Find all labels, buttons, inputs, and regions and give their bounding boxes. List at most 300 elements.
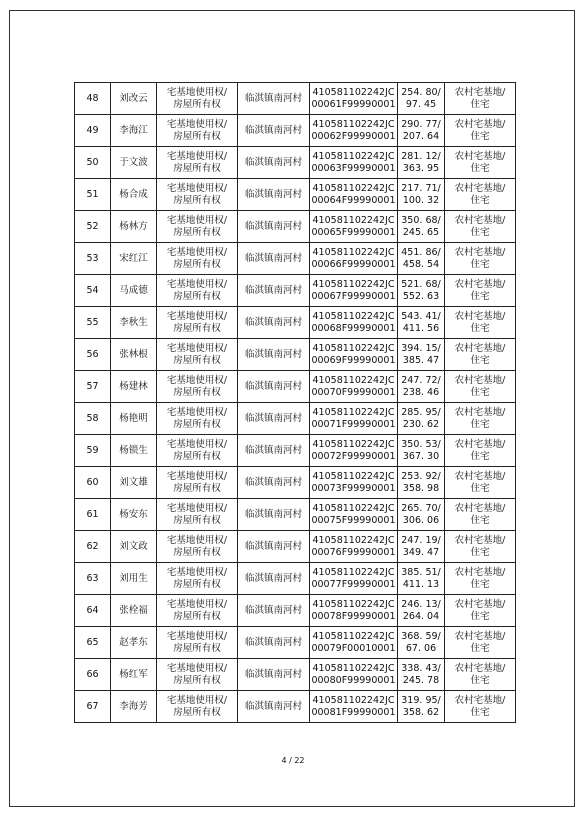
table-row [75,691,516,723]
record-number: 59 [75,435,111,467]
unit-code-line-1: 410581102242JC [312,342,395,354]
right-type [157,467,238,499]
land-use-line-1: 农村宅基地/ [454,534,506,546]
location: 临淇镇南河村 [238,83,310,115]
land-use-line-2: 住宅 [470,226,490,238]
area-line-2: 245. 65 [402,226,440,238]
right-type-line-2: 房屋所有权 [173,706,221,718]
right-type-line-1: 宅基地使用权/ [166,534,228,546]
land-use-line-2: 住宅 [470,130,490,142]
land-use [445,435,516,467]
unit-code-line-2: 00063F99990001 [311,162,396,174]
land-use [445,275,516,307]
location: 临淇镇南河村 [238,371,310,403]
area [398,115,445,147]
owner-name: 张栓福 [111,595,157,627]
area [398,83,445,115]
owner-name: 刘文雄 [111,467,157,499]
location: 临淇镇南河村 [238,659,310,691]
right-type-line-1: 宅基地使用权/ [166,86,228,98]
owner-name: 赵孝东 [111,627,157,659]
area-line-1: 338. 43/ [401,662,441,674]
unit-code [310,371,398,403]
owner-name: 杨安东 [111,499,157,531]
area-line-1: 350. 53/ [401,438,441,450]
unit-code [310,211,398,243]
right-type-line-2: 房屋所有权 [173,130,221,142]
area-line-1: 368. 59/ [401,630,441,642]
table-row [75,115,516,147]
area-line-2: 411. 13 [402,578,440,590]
right-type-line-2: 房屋所有权 [173,514,221,526]
land-use-line-2: 住宅 [470,450,490,462]
right-type-line-1: 宅基地使用权/ [166,598,228,610]
land-use-line-2: 住宅 [470,578,490,590]
unit-code-line-1: 410581102242JC [312,502,395,514]
right-type [157,147,238,179]
record-number: 66 [75,659,111,691]
area-line-2: 306. 06 [402,514,440,526]
table-row [75,243,516,275]
area-line-1: 247. 72/ [401,374,441,386]
unit-code-line-2: 00072F99990001 [311,450,396,462]
owner-name: 杨艳明 [111,403,157,435]
table-row [75,435,516,467]
unit-code-line-1: 410581102242JC [312,150,395,162]
unit-code [310,499,398,531]
area [398,691,445,723]
land-use [445,243,516,275]
location: 临淇镇南河村 [238,403,310,435]
land-use-line-1: 农村宅基地/ [454,694,506,706]
land-use-line-1: 农村宅基地/ [454,566,506,578]
owner-name: 李海芳 [111,691,157,723]
right-type [157,179,238,211]
right-type-line-1: 宅基地使用权/ [166,214,228,226]
location: 临淇镇南河村 [238,467,310,499]
owner-name: 于文波 [111,147,157,179]
unit-code-line-1: 410581102242JC [312,278,395,290]
land-use-line-1: 农村宅基地/ [454,118,506,130]
land-use [445,467,516,499]
right-type-line-1: 宅基地使用权/ [166,118,228,130]
owner-name: 杨锁生 [111,435,157,467]
unit-code [310,243,398,275]
land-use-line-2: 住宅 [470,386,490,398]
land-use [445,371,516,403]
location: 临淇镇南河村 [238,435,310,467]
right-type [157,627,238,659]
table-row [75,531,516,563]
area-line-2: 100. 32 [402,194,440,206]
table-row [75,659,516,691]
land-use-line-1: 农村宅基地/ [454,86,506,98]
land-use-line-2: 住宅 [470,290,490,302]
right-type [157,83,238,115]
area-line-2: 245. 78 [402,674,440,686]
area-line-1: 281. 12/ [401,150,441,162]
area [398,627,445,659]
area-line-1: 254. 80/ [401,86,441,98]
right-type [157,115,238,147]
unit-code-line-1: 410581102242JC [312,182,395,194]
unit-code-line-1: 410581102242JC [312,214,395,226]
unit-code-line-1: 410581102242JC [312,438,395,450]
record-number: 61 [75,499,111,531]
land-use-line-2: 住宅 [470,98,490,110]
unit-code [310,83,398,115]
area-line-2: 207. 64 [402,130,440,142]
unit-code [310,179,398,211]
unit-code-line-2: 00069F99990001 [311,354,396,366]
land-use [445,531,516,563]
right-type [157,659,238,691]
area-line-1: 394. 15/ [401,342,441,354]
land-use-line-1: 农村宅基地/ [454,438,506,450]
right-type-line-2: 房屋所有权 [173,322,221,334]
area-line-2: 367. 30 [402,450,440,462]
unit-code-line-2: 00070F99990001 [311,386,396,398]
land-use [445,147,516,179]
area-line-1: 265. 70/ [401,502,441,514]
unit-code-line-1: 410581102242JC [312,470,395,482]
location: 临淇镇南河村 [238,691,310,723]
right-type-line-2: 房屋所有权 [173,610,221,622]
land-use-line-2: 住宅 [470,610,490,622]
right-type-line-1: 宅基地使用权/ [166,278,228,290]
land-use [445,211,516,243]
land-use-line-2: 住宅 [470,258,490,270]
area-line-1: 543. 41/ [401,310,441,322]
area-line-1: 246. 13/ [401,598,441,610]
right-type [157,275,238,307]
records-table-body [75,83,516,723]
record-number: 55 [75,307,111,339]
right-type-line-1: 宅基地使用权/ [166,150,228,162]
record-number: 60 [75,467,111,499]
location: 临淇镇南河村 [238,211,310,243]
area [398,595,445,627]
area [398,339,445,371]
location: 临淇镇南河村 [238,179,310,211]
area-line-1: 247. 19/ [401,534,441,546]
area-line-1: 385. 51/ [401,566,441,578]
area [398,147,445,179]
area [398,563,445,595]
unit-code [310,467,398,499]
unit-code [310,147,398,179]
land-use-line-1: 农村宅基地/ [454,150,506,162]
right-type-line-2: 房屋所有权 [173,194,221,206]
records-table [74,82,516,723]
table-row [75,307,516,339]
unit-code-line-2: 00073F99990001 [311,482,396,494]
location: 临淇镇南河村 [238,307,310,339]
land-use-line-2: 住宅 [470,354,490,366]
area [398,211,445,243]
land-use-line-2: 住宅 [470,674,490,686]
land-use-line-2: 住宅 [470,482,490,494]
owner-name: 宋红江 [111,243,157,275]
area [398,179,445,211]
right-type-line-2: 房屋所有权 [173,98,221,110]
location: 临淇镇南河村 [238,243,310,275]
unit-code [310,339,398,371]
unit-code [310,691,398,723]
unit-code-line-2: 00079F00010001 [311,642,396,654]
record-number: 56 [75,339,111,371]
location: 临淇镇南河村 [238,595,310,627]
page-number: 4 / 22 [281,756,305,765]
unit-code-line-2: 00080F99990001 [311,674,396,686]
unit-code-line-1: 410581102242JC [312,374,395,386]
unit-code [310,531,398,563]
land-use-line-2: 住宅 [470,162,490,174]
area-line-2: 67. 06 [405,642,437,654]
area-line-2: 385. 47 [402,354,440,366]
right-type-line-2: 房屋所有权 [173,578,221,590]
right-type-line-1: 宅基地使用权/ [166,406,228,418]
owner-name: 杨合成 [111,179,157,211]
unit-code [310,563,398,595]
record-number: 57 [75,371,111,403]
table-row [75,563,516,595]
location: 临淇镇南河村 [238,115,310,147]
unit-code [310,307,398,339]
area [398,243,445,275]
location: 临淇镇南河村 [238,499,310,531]
land-use-line-2: 住宅 [470,546,490,558]
right-type [157,499,238,531]
record-number: 48 [75,83,111,115]
area-line-1: 217. 71/ [401,182,441,194]
unit-code-line-1: 410581102242JC [312,630,395,642]
right-type-line-2: 房屋所有权 [173,290,221,302]
right-type-line-2: 房屋所有权 [173,258,221,270]
table-row [75,147,516,179]
record-number: 50 [75,147,111,179]
land-use-line-1: 农村宅基地/ [454,662,506,674]
area [398,435,445,467]
land-use [445,83,516,115]
land-use-line-1: 农村宅基地/ [454,374,506,386]
area-line-1: 451. 86/ [401,246,441,258]
unit-code-line-2: 00075F99990001 [311,514,396,526]
right-type-line-1: 宅基地使用权/ [166,310,228,322]
area-line-2: 358. 62 [402,706,440,718]
right-type [157,371,238,403]
area-line-2: 458. 54 [402,258,440,270]
table-row [75,499,516,531]
record-number: 67 [75,691,111,723]
table-row [75,275,516,307]
unit-code-line-1: 410581102242JC [312,310,395,322]
owner-name: 杨红军 [111,659,157,691]
land-use [445,499,516,531]
area-line-1: 521. 68/ [401,278,441,290]
land-use-line-1: 农村宅基地/ [454,182,506,194]
unit-code-line-1: 410581102242JC [312,406,395,418]
area [398,659,445,691]
land-use-line-1: 农村宅基地/ [454,214,506,226]
land-use-line-2: 住宅 [470,514,490,526]
right-type-line-2: 房屋所有权 [173,642,221,654]
right-type-line-2: 房屋所有权 [173,674,221,686]
unit-code-line-2: 00062F99990001 [311,130,396,142]
right-type [157,563,238,595]
record-number: 49 [75,115,111,147]
right-type-line-2: 房屋所有权 [173,482,221,494]
unit-code-line-2: 00061F99990001 [311,98,396,110]
right-type [157,211,238,243]
right-type-line-2: 房屋所有权 [173,226,221,238]
unit-code-line-2: 00081F99990001 [311,706,396,718]
owner-name: 杨建林 [111,371,157,403]
area-line-1: 253. 92/ [401,470,441,482]
right-type-line-1: 宅基地使用权/ [166,438,228,450]
area [398,467,445,499]
unit-code-line-2: 00067F99990001 [311,290,396,302]
unit-code-line-2: 00065F99990001 [311,226,396,238]
record-number: 63 [75,563,111,595]
area [398,403,445,435]
table-row [75,83,516,115]
right-type-line-2: 房屋所有权 [173,450,221,462]
right-type [157,243,238,275]
record-number: 65 [75,627,111,659]
location: 临淇镇南河村 [238,531,310,563]
land-use [445,563,516,595]
land-use-line-2: 住宅 [470,418,490,430]
land-use [445,339,516,371]
table-row [75,339,516,371]
land-use [445,179,516,211]
right-type-line-1: 宅基地使用权/ [166,374,228,386]
land-use-line-2: 住宅 [470,706,490,718]
owner-name: 李秋生 [111,307,157,339]
right-type [157,307,238,339]
location: 临淇镇南河村 [238,627,310,659]
unit-code [310,595,398,627]
right-type-line-1: 宅基地使用权/ [166,470,228,482]
right-type-line-1: 宅基地使用权/ [166,246,228,258]
table-row [75,627,516,659]
right-type-line-2: 房屋所有权 [173,546,221,558]
area [398,307,445,339]
area [398,371,445,403]
owner-name: 李海江 [111,115,157,147]
record-number: 58 [75,403,111,435]
land-use-line-1: 农村宅基地/ [454,342,506,354]
record-number: 64 [75,595,111,627]
owner-name: 刘用生 [111,563,157,595]
land-use [445,627,516,659]
right-type [157,531,238,563]
record-number: 53 [75,243,111,275]
right-type-line-1: 宅基地使用权/ [166,662,228,674]
right-type-line-2: 房屋所有权 [173,418,221,430]
right-type [157,595,238,627]
unit-code-line-2: 00078F99990001 [311,610,396,622]
owner-name: 张林根 [111,339,157,371]
right-type-line-1: 宅基地使用权/ [166,630,228,642]
unit-code [310,659,398,691]
location: 临淇镇南河村 [238,563,310,595]
table-row [75,467,516,499]
unit-code-line-2: 00068F99990001 [311,322,396,334]
land-use [445,691,516,723]
unit-code [310,627,398,659]
area-line-1: 319. 95/ [401,694,441,706]
unit-code-line-1: 410581102242JC [312,694,395,706]
unit-code [310,435,398,467]
area-line-2: 358. 98 [402,482,440,494]
location: 临淇镇南河村 [238,275,310,307]
land-use [445,659,516,691]
unit-code-line-2: 00077F99990001 [311,578,396,590]
land-use-line-1: 农村宅基地/ [454,470,506,482]
area-line-2: 349. 47 [402,546,440,558]
right-type-line-2: 房屋所有权 [173,354,221,366]
table-row [75,179,516,211]
unit-code-line-2: 00076F99990001 [311,546,396,558]
area-line-2: 411. 56 [402,322,440,334]
right-type [157,339,238,371]
land-use-line-1: 农村宅基地/ [454,246,506,258]
location: 临淇镇南河村 [238,339,310,371]
unit-code [310,115,398,147]
area-line-2: 264. 04 [402,610,440,622]
land-use-line-2: 住宅 [470,642,490,654]
table-row [75,371,516,403]
unit-code [310,403,398,435]
unit-code-line-1: 410581102242JC [312,86,395,98]
area [398,275,445,307]
owner-name: 马成德 [111,275,157,307]
unit-code-line-1: 410581102242JC [312,598,395,610]
table-row [75,211,516,243]
land-use-line-1: 农村宅基地/ [454,598,506,610]
area-line-2: 552. 63 [402,290,440,302]
record-number: 54 [75,275,111,307]
owner-name: 刘改云 [111,83,157,115]
unit-code-line-2: 00066F99990001 [311,258,396,270]
right-type-line-1: 宅基地使用权/ [166,694,228,706]
right-type [157,403,238,435]
land-use-line-1: 农村宅基地/ [454,406,506,418]
area-line-2: 97. 45 [405,98,437,110]
area [398,499,445,531]
right-type-line-2: 房屋所有权 [173,162,221,174]
land-use [445,595,516,627]
unit-code [310,275,398,307]
unit-code-line-1: 410581102242JC [312,118,395,130]
unit-code-line-1: 410581102242JC [312,662,395,674]
location: 临淇镇南河村 [238,147,310,179]
table-row [75,403,516,435]
right-type-line-1: 宅基地使用权/ [166,342,228,354]
area-line-2: 363. 95 [402,162,440,174]
land-use-line-1: 农村宅基地/ [454,278,506,290]
land-use [445,403,516,435]
right-type-line-2: 房屋所有权 [173,386,221,398]
unit-code-line-1: 410581102242JC [312,246,395,258]
unit-code-line-1: 410581102242JC [312,566,395,578]
record-number: 62 [75,531,111,563]
land-use-line-1: 农村宅基地/ [454,630,506,642]
right-type [157,435,238,467]
land-use-line-1: 农村宅基地/ [454,502,506,514]
